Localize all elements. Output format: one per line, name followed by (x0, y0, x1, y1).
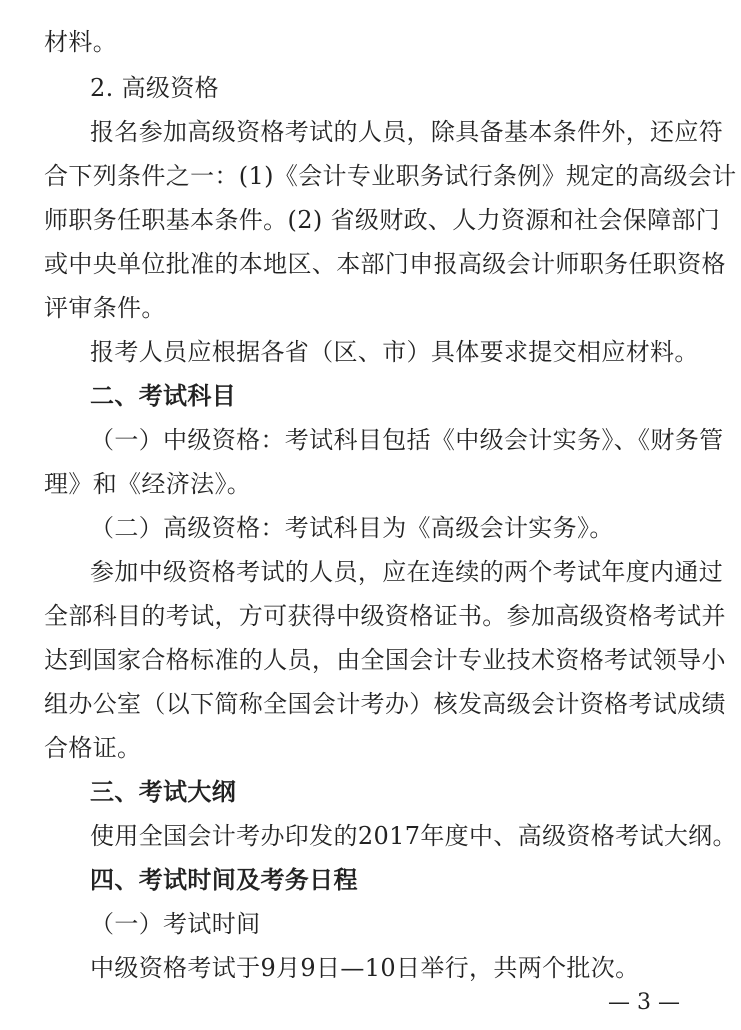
body-text-line: 达到国家合格标准的人员，由全国会计专业技术资格考试领导小 (44, 646, 726, 674)
section-heading: 二、考试科目 (90, 382, 237, 410)
page-number: — 3 — (608, 990, 680, 1015)
body-text-line: （一）中级资格：考试科目包括《中级会计实务》、《财务管 (90, 426, 724, 454)
body-text-line: 评审条件。 (44, 294, 166, 322)
body-text-line: 组办公室（以下简称全国会计考办）核发高级会计资格考试成绩 (44, 690, 726, 718)
body-text-line: 中级资格考试于9月9日—10日举行，共两个批次。 (90, 954, 640, 982)
body-text-line: 师职务任职基本条件。(2) 省级财政、人力资源和社会保障部门 (44, 206, 721, 234)
body-text-line: 或中央单位批准的本地区、本部门申报高级会计师职务任职资格 (44, 250, 726, 278)
body-text-line: 参加中级资格考试的人员，应在连续的两个考试年度内通过 (90, 558, 724, 586)
body-text-line: 合下列条件之一：(1)《会计专业职务试行条例》规定的高级会计 (44, 162, 737, 190)
body-text-line: 报名参加高级资格考试的人员，除具备基本条件外，还应符 (90, 118, 724, 146)
subsection-heading: （一）考试时间 (90, 910, 261, 938)
body-text-line: 合格证。 (44, 734, 142, 762)
body-text-line: 报考人员应根据各省（区、市）具体要求提交相应材料。 (90, 338, 699, 366)
body-text-line: （二）高级资格：考试科目为《高级会计实务》。 (90, 514, 614, 542)
body-text-line: 使用全国会计考办印发的2017年度中、高级资格考试大纲。 (90, 822, 737, 850)
body-text-line: 材料。 (44, 28, 118, 56)
section-heading: 三、考试大纲 (90, 778, 237, 806)
body-text-line: 全部科目的考试，方可获得中级资格证书。参加高级资格考试并 (44, 602, 726, 630)
subsection-heading: 2. 高级资格 (90, 74, 219, 102)
section-heading: 四、考试时间及考务日程 (90, 866, 358, 894)
body-text-line: 理》和《经济法》。 (44, 470, 252, 498)
